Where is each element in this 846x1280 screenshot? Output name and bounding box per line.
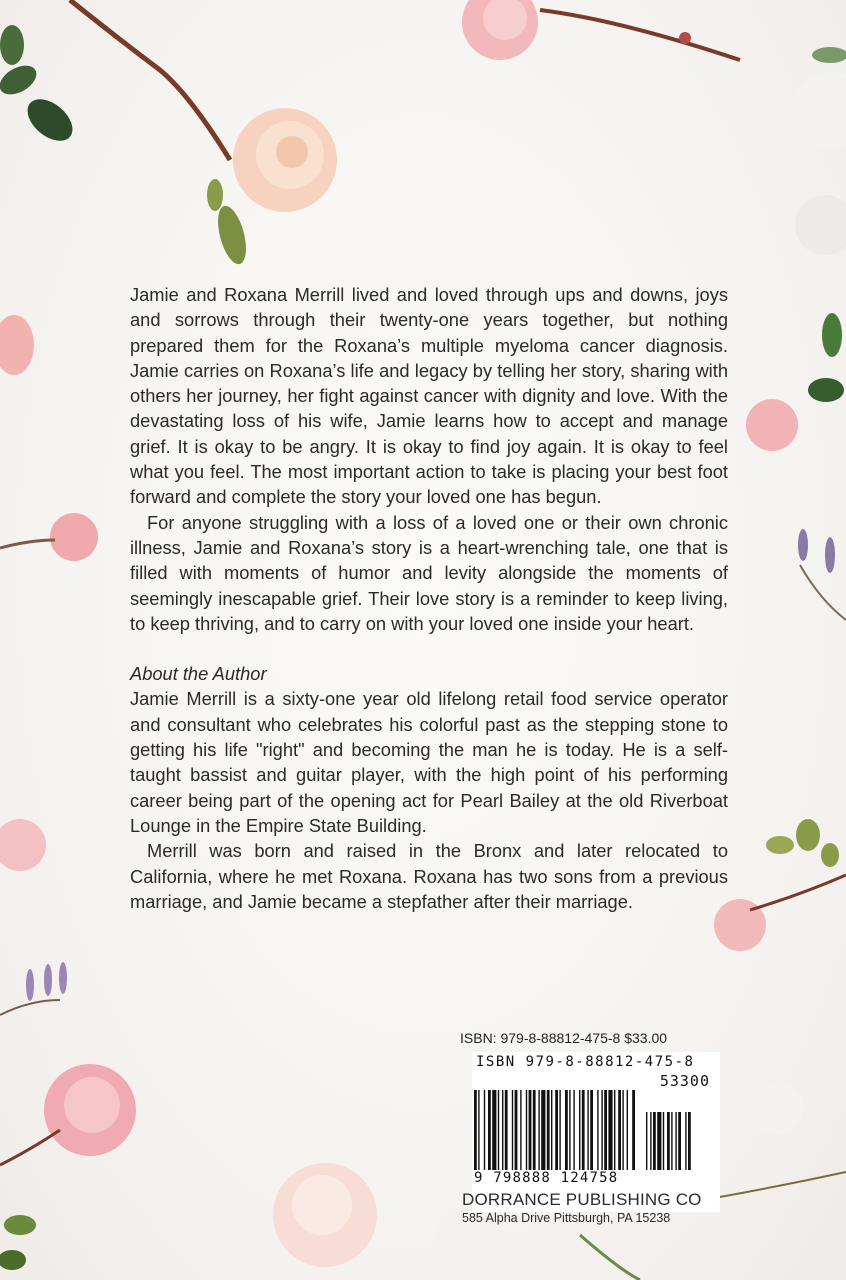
barcode-bar	[604, 1090, 607, 1170]
barcode-bar	[551, 1090, 552, 1170]
barcode-bar	[502, 1090, 503, 1170]
top-left-leaves	[0, 25, 80, 149]
barcode-bar	[657, 1112, 661, 1170]
barcode-bar	[512, 1090, 513, 1170]
barcode-bars	[474, 1090, 714, 1172]
back-cover-text	[130, 282, 728, 914]
barcode-bar	[587, 1090, 588, 1170]
barcode-bar	[478, 1090, 479, 1170]
barcode-bar	[533, 1090, 536, 1170]
barcode-bar	[484, 1090, 485, 1170]
barcode-bar	[526, 1090, 527, 1170]
barcode-bar	[547, 1090, 550, 1170]
barcode-bar	[650, 1112, 651, 1170]
barcode-bar	[565, 1090, 568, 1170]
left-buds	[0, 315, 98, 1015]
barcode-bar	[579, 1090, 580, 1170]
barcode-bar	[582, 1090, 585, 1170]
about-paragraph-1: Jamie Merrill is a sixty-one year old lifelong retail food service operator and consultant who celebrates his colorful past as the stepping stone to getting his life "right" and becoming the man he is today. He is a self-taught bassist and guitar player, with the high point of his performing career being part of the opening act for Pearl Bailey at the old Riverboat Lounge in the Empire State Building.	[130, 688, 728, 836]
barcode-bar	[520, 1090, 521, 1170]
barcode-bar	[675, 1112, 676, 1170]
barcode-bar	[573, 1090, 574, 1170]
top-right-roses	[792, 47, 846, 255]
barcode-bar	[590, 1090, 593, 1170]
barcode-bar	[601, 1090, 602, 1170]
about-author-heading: About the Author	[130, 663, 267, 685]
barcode-bar	[515, 1090, 518, 1170]
blurb-paragraph-1: Jamie and Roxana Merrill lived and loved through ups and downs, joys and sorrows through their twenty-one years together, but nothing prepared them for the Roxana’s multiple myeloma cancer diagnosis. Jamie carries on Roxana’s life and legacy by telling her story, sharing with others her journey, her fight against cancer with dignity and love. With the devastating loss of his wife, Jamie learns how to accept and manage grief. It is okay to be angry. It is okay to find joy again. It is okay to feel what you feel. The most important action to take is placing your best foot forward and complete the story your loved one has begun.	[130, 284, 728, 508]
barcode-bar	[685, 1112, 686, 1170]
barcode-bar	[559, 1090, 560, 1170]
barcode-bar	[505, 1090, 508, 1170]
barcode-digits: 9 798888 124758	[474, 1170, 619, 1186]
top-left-stem	[70, 0, 337, 267]
barcode-bar	[632, 1090, 635, 1170]
barcode-bar	[688, 1112, 691, 1170]
barcode-bar	[667, 1112, 670, 1170]
isbn-price-line: ISBN: 979-8-88812-475-8 $33.00	[460, 1030, 668, 1046]
barcode-bar	[498, 1090, 499, 1170]
right-side-roses	[714, 313, 846, 951]
barcode-bar	[555, 1090, 558, 1170]
barcode-bar	[597, 1090, 598, 1170]
barcode-block	[460, 1030, 750, 1250]
barcode-bar	[614, 1090, 615, 1170]
barcode-bar	[529, 1090, 532, 1170]
barcode-bar	[663, 1112, 664, 1170]
barcode-bar	[608, 1090, 612, 1170]
barcode-bar	[622, 1090, 623, 1170]
barcode-bar	[627, 1090, 628, 1170]
isbn-barcode-text: ISBN 979-8-88812-475-8	[476, 1054, 695, 1070]
barcode-bar	[492, 1090, 496, 1170]
barcode-bar	[569, 1090, 570, 1170]
top-center-rose	[462, 0, 740, 60]
about-paragraph-2: Merrill was born and raised in the Bronx and later relocated to California, where he met Roxana. Roxana has two sons from a previous marriage, and Jamie became a stepfather after their marriage.	[130, 840, 728, 912]
barcode-bar	[541, 1090, 545, 1170]
barcode-bar	[653, 1112, 656, 1170]
barcode-bar	[488, 1090, 491, 1170]
barcode-bar	[646, 1112, 647, 1170]
blurb-paragraph-2: For anyone struggling with a loss of a loved one or their own chronic illness, Jamie and Roxana’s story is a heart-wrenching tale, one that is filled with moments of humor and levity alongside the moments of seemingly inescapable grief. Their love story is a reminder to keep living, to keep thriving, and to carry on with your loved one inside your heart.	[130, 511, 728, 634]
price-code: 53300	[659, 1072, 710, 1090]
publisher-address: 585 Alpha Drive Pittsburgh, PA 15238	[462, 1211, 671, 1225]
barcode-bar	[538, 1090, 539, 1170]
barcode-bar	[618, 1090, 621, 1170]
barcode-bar	[474, 1090, 477, 1170]
barcode-bar	[671, 1112, 672, 1170]
publisher-name: DORRANCE PUBLISHING CO	[462, 1190, 702, 1209]
barcode-bar	[678, 1112, 681, 1170]
